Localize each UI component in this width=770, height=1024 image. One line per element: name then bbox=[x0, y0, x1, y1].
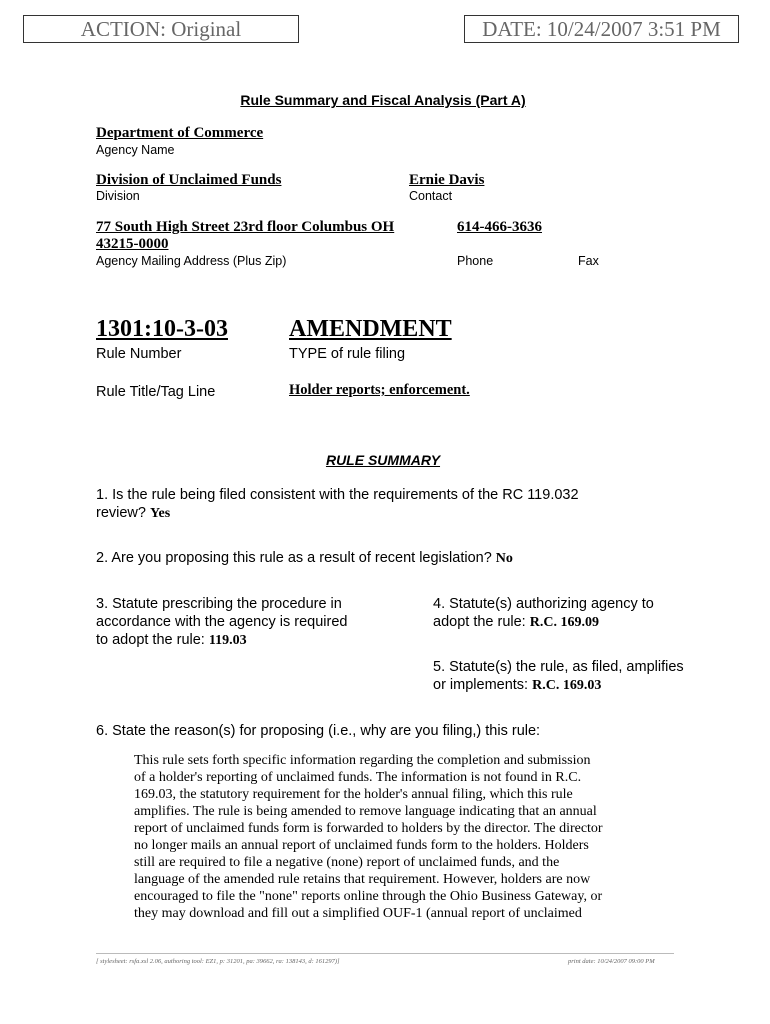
footer-print-date: print date: 10/24/2007 09:00 PM bbox=[568, 958, 655, 965]
question-4-answer: R.C. 169.09 bbox=[529, 615, 599, 630]
reason-line: report of unclaimed funds form is forwarded to holders by the director. The director bbox=[134, 821, 603, 836]
fax-label: Fax bbox=[578, 254, 599, 268]
rule-summary-heading: RULE SUMMARY bbox=[325, 452, 441, 468]
action-box bbox=[23, 15, 299, 43]
question-6: 6. State the reason(s) for proposing (i.e., why are you filing,) this rule: bbox=[96, 723, 541, 739]
rule-number-label: Rule Number bbox=[96, 346, 182, 362]
address-line2: 43215-0000 bbox=[96, 236, 169, 252]
footer-rule bbox=[96, 953, 674, 954]
phone-number: 614-466-3636 bbox=[457, 219, 542, 235]
rule-type-label: TYPE of rule filing bbox=[289, 346, 406, 362]
reason-line: still are required to file a negative (none) report of unclaimed funds, and the bbox=[134, 855, 560, 870]
rule-type: AMENDMENT bbox=[289, 316, 452, 342]
reason-line: This rule sets forth specific information regarding the completion and submission bbox=[134, 753, 591, 768]
reason-text bbox=[134, 752, 694, 922]
question-1 bbox=[96, 486, 696, 523]
date-box bbox=[464, 15, 739, 43]
question-2-text: 2. Are you proposing this rule as a result of recent legislation? bbox=[96, 550, 492, 566]
question-4 bbox=[433, 595, 733, 632]
question-5-line2: or implements: R.C. 169.03 bbox=[433, 677, 602, 693]
question-3-line1: 3. Statute prescribing the procedure in bbox=[96, 596, 342, 612]
question-3-answer: 119.03 bbox=[208, 633, 247, 648]
reason-line: of a holder's reporting of unclaimed funds. The information is not found in R.C. bbox=[134, 770, 582, 785]
question-5 bbox=[433, 658, 733, 695]
phone-label: Phone bbox=[457, 254, 494, 268]
reason-line: 169.03, the statutory requirement for the holder's annual filing, which this rule bbox=[134, 787, 573, 802]
rule-number: 1301:10-3-03 bbox=[96, 316, 228, 342]
contact-label: Contact bbox=[409, 189, 453, 203]
address-line1: 77 South High Street 23rd floor Columbus OH bbox=[96, 219, 395, 235]
question-2 bbox=[96, 549, 696, 568]
rule-title-label: Rule Title/Tag Line bbox=[96, 384, 216, 400]
reason-line: no longer mails an annual report of unclaimed funds form to the holders. Holders bbox=[134, 838, 589, 853]
division-label: Division bbox=[96, 189, 140, 203]
question-3-line3: to adopt the rule: 119.03 bbox=[96, 632, 247, 648]
question-4-line1: 4. Statute(s) authorizing agency to bbox=[433, 596, 654, 612]
reason-line: language of the amended rule retains that requirement. However, holders are now bbox=[134, 872, 591, 887]
reason-line: encouraged to file the "none" reports online through the Ohio Business Gateway, or bbox=[134, 889, 603, 904]
question-5-line1: 5. Statute(s) the rule, as filed, amplifies bbox=[433, 659, 684, 675]
rule-title: Holder reports; enforcement. bbox=[289, 382, 470, 398]
date-text: DATE: 10/24/2007 3:51 PM bbox=[482, 17, 721, 41]
question-4-line2: adopt the rule: R.C. 169.09 bbox=[433, 614, 599, 630]
contact-name: Ernie Davis bbox=[409, 172, 485, 188]
reason-line: amplifies. The rule is being amended to remove language indicating that an annual bbox=[134, 804, 597, 819]
question-3-line2: accordance with the agency is required bbox=[96, 614, 348, 630]
agency-name-label: Agency Name bbox=[96, 143, 175, 157]
address-label: Agency Mailing Address (Plus Zip) bbox=[96, 254, 287, 268]
question-1-answer: Yes bbox=[150, 506, 171, 521]
question-2-answer: No bbox=[495, 551, 513, 566]
footer-stylesheet-info: [ stylesheet: rsfa.xsl 2.06, authoring tool: EZ1, p: 31201, pa: 39662, ra: 138143, d: 161297)] bbox=[96, 958, 340, 965]
action-text: ACTION: Original bbox=[80, 17, 242, 41]
question-3 bbox=[96, 595, 416, 650]
question-5-answer: R.C. 169.03 bbox=[532, 678, 602, 693]
question-1-line2: review? Yes bbox=[96, 505, 171, 521]
page-title: Rule Summary and Fiscal Analysis (Part A) bbox=[240, 92, 526, 108]
division-name: Division of Unclaimed Funds bbox=[96, 172, 282, 188]
agency-name: Department of Commerce bbox=[96, 125, 264, 141]
question-1-line1: 1. Is the rule being filed consistent with the requirements of the RC 119.032 bbox=[96, 487, 579, 503]
reason-line: they may download and fill out a simplified OUF-1 (annual report of unclaimed bbox=[134, 906, 582, 921]
